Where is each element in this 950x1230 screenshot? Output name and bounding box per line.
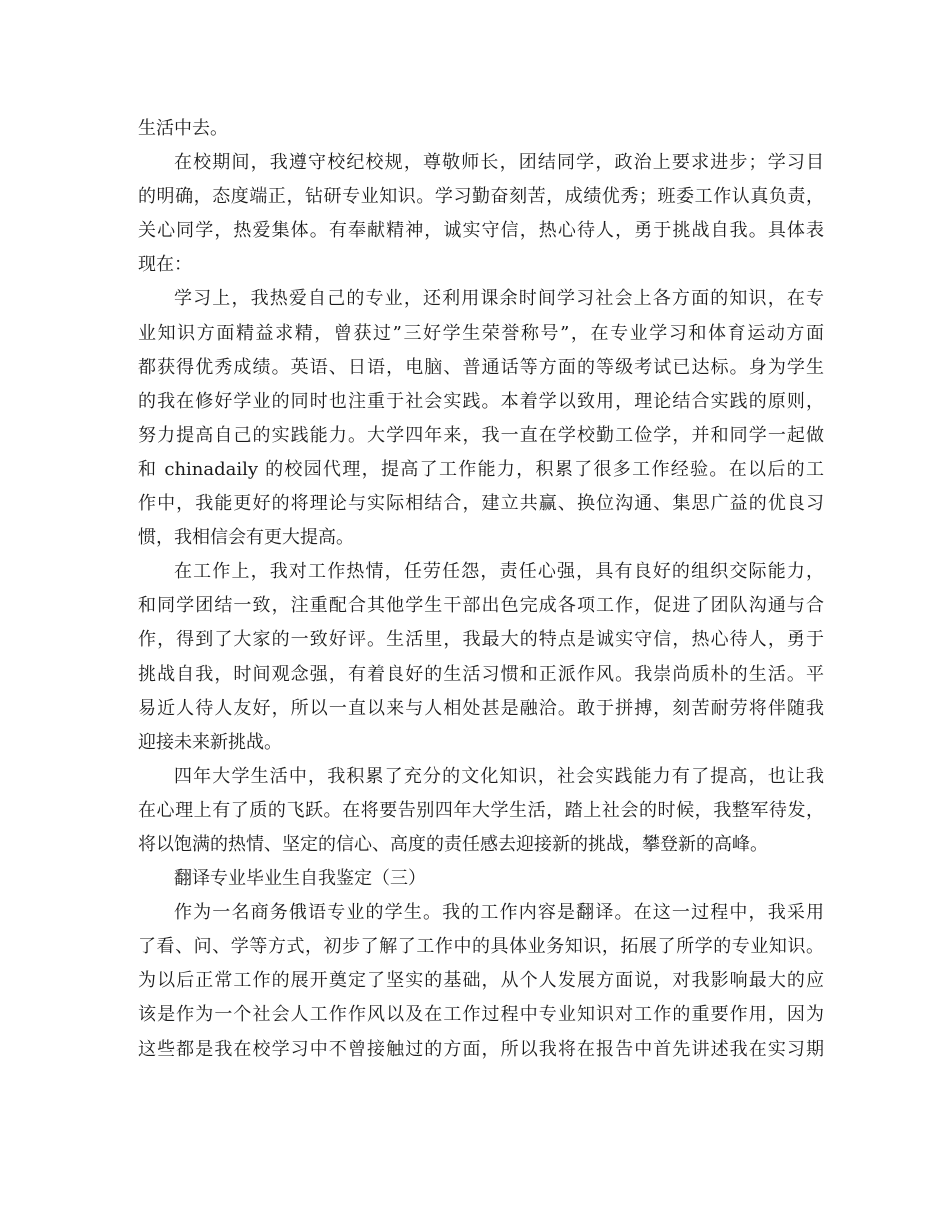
text-line: 作为一名商务俄语专业的学生。我的工作内容是翻译。在这一过程中，我采用	[174, 902, 824, 924]
text-line: 的我在修好学业的同时也注重于社会实践。本着学以致用，理论结合实践的原则，	[138, 390, 824, 412]
text-line: 努力提高自己的实践能力。大学四年来，我一直在学校勤工俭学，并和同学一起做	[138, 424, 824, 446]
text-line: 现在：	[138, 254, 192, 276]
text-line: 四年大学生活中，我积累了充分的文化知识，社会实践能力有了提高，也让我	[174, 765, 824, 787]
text-line: 和同学团结一致，注重配合其他学生干部出色完成各项工作，促进了团队沟通与合	[138, 595, 824, 617]
text-line: 作中，我能更好的将理论与实际相结合，建立共赢、换位沟通、集思广益的优良习	[138, 493, 824, 515]
document-body	[138, 112, 824, 1067]
text-line: 这些都是我在校学习中不曾接触过的方面，所以我将在报告中首先讲述我在实习期	[138, 1038, 824, 1060]
text-line: 关心同学，热爱集体。有奉献精神，诚实守信，热心待人，勇于挑战自我。具体表	[138, 220, 824, 242]
text-line: 生活中去。	[138, 118, 228, 139]
text-line: 都获得优秀成绩。英语、日语，电脑、普通话等方面的等级考试已达标。身为学生	[138, 356, 824, 378]
text-line: 在心理上有了质的飞跃。在将要告别四年大学生活，踏上社会的时候，我整军待发，	[138, 799, 824, 821]
text-line: 在工作上，我对工作热情，任劳任怨，责任心强，具有良好的组织交际能力，	[174, 561, 824, 583]
text-line: 在校期间，我遵守校纪校规，尊敬师长，团结同学，政治上要求进步；学习目	[174, 152, 824, 174]
text-line: 业知识方面精益求精，曾获过”三好学生荣誉称号”，在专业学习和体育运动方面	[138, 322, 824, 344]
text-line: 挑战自我，时间观念强，有着良好的生活习惯和正派作风。我崇尚质朴的生活。平	[138, 663, 824, 685]
text-line: 的明确，态度端正，钻研专业知识。学习勤奋刻苦，成绩优秀；班委工作认真负责，	[138, 186, 824, 208]
text-line: 迎接未来新挑战。	[138, 731, 282, 753]
text-line: 翻译专业毕业生自我鉴定（三）	[174, 868, 426, 890]
text-line: 学习上，我热爱自己的专业，还利用课余时间学习社会上各方面的知识，在专	[174, 288, 824, 310]
text-line: 该是作为一个社会人工作作风以及在工作过程中专业知识对工作的重要作用，因为	[138, 1004, 824, 1026]
text-line: 为以后正常工作的展开奠定了坚实的基础，从个人发展方面说，对我影响最大的应	[138, 970, 824, 992]
text-line: 作，得到了大家的一致好评。生活里，我最大的特点是诚实守信，热心待人，勇于	[138, 629, 824, 651]
text-line: 将以饱满的热情、坚定的信心、高度的责任感去迎接新的挑战，攀登新的高峰。	[138, 833, 768, 855]
text-line: 易近人待人友好，所以一直以来与人相处甚是融洽。敢于拼搏，刻苦耐劳将伴随我	[138, 697, 824, 719]
text-line: 了看、问、学等方式，初步了解了工作中的具体业务知识，拓展了所学的专业知识。	[138, 936, 824, 958]
text-line: 惯，我相信会有更大提高。	[138, 527, 354, 549]
text-line: 和 chinadaily 的校园代理，提高了工作能力，积累了很多工作经验。在以后的工	[138, 458, 824, 480]
